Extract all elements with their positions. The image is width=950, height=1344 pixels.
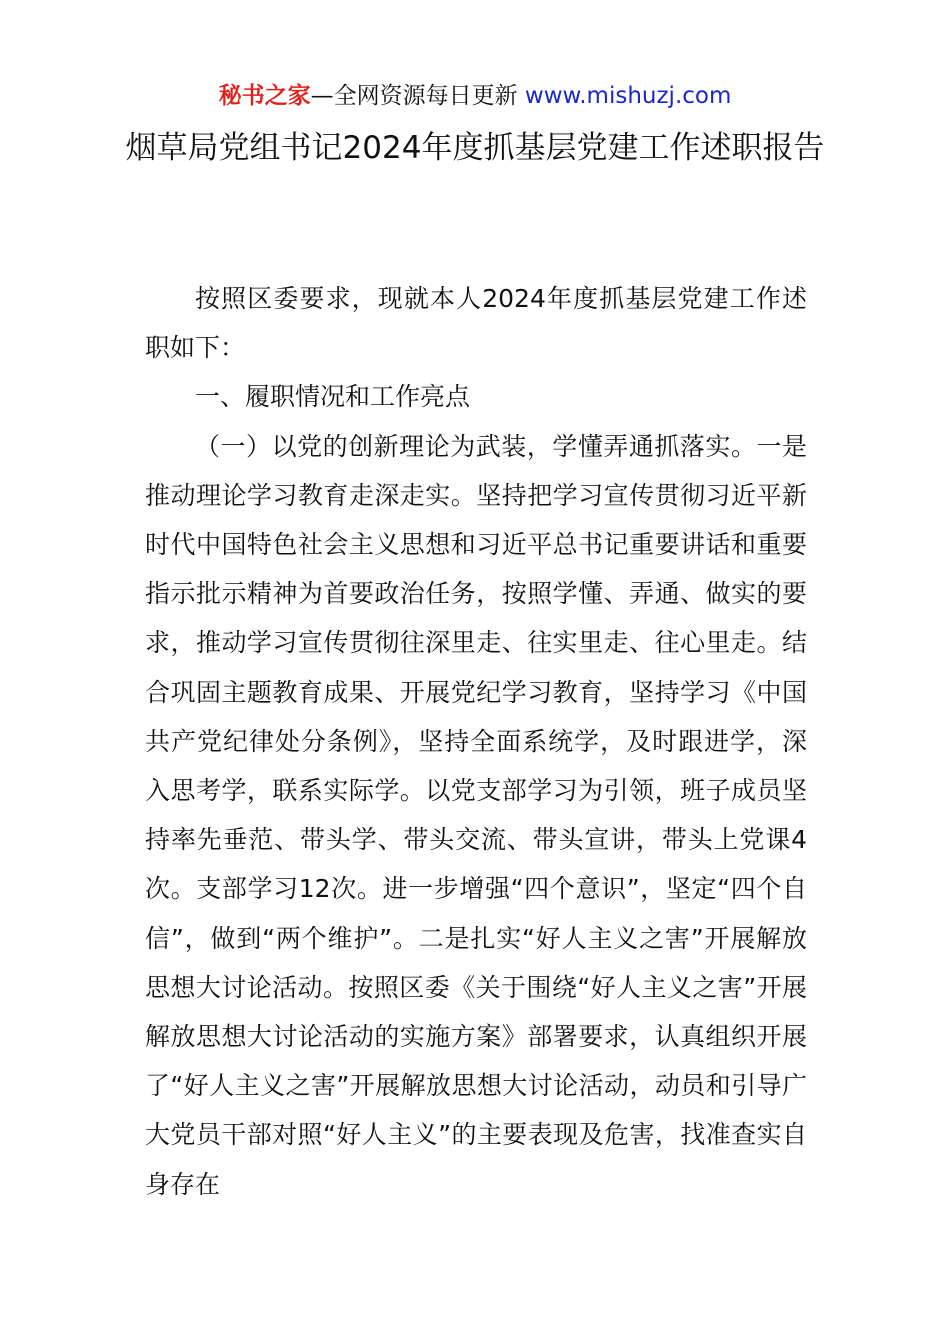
header-tagline: —全网资源每日更新 — [310, 83, 525, 109]
intro-paragraph: 按照区委要求，现就本人2024年度抓基层党建工作述职如下： — [145, 284, 807, 363]
document-body — [145, 274, 807, 1209]
section-heading: 一、履职情况和工作亮点 — [195, 382, 471, 412]
document-title: 烟草局党组书记2024年度抓基层党建工作述职报告 — [125, 130, 825, 166]
header-banner — [0, 78, 950, 114]
body-paragraph: （一）以党的创新理论为武装，学懂弄通抓落实。一是推动理论学习教育走深走实。坚持把学习宣传贯彻习近平新时代中国特色社会主义思想和习近平总书记重要讲话和重要指示批示精神为首要政治任务，按照学懂、弄通、做实的要求，推动学习宣传贯彻往深里走、往实里走、往心里走。结合巩固主题教育成果、开展党纪学习教育，坚持学习《中国共产党纪律处分条例》，坚持全面系统学，及时跟进学，深入思考学，联系实际学。以党支部学习为引领，班子成员坚持率先垂范、带头学、带头交流、带头宣讲，带头上党课4次。支部学习12次。进一步增强“四个意识”，坚定“四个自信”，做到“两个维护”。二是扎实“好人主义之害”开展解放思想大讨论活动。按照区委《关于围绕“好人主义之害”开展解放思想大讨论活动的实施方案》部署要求，认真组织开展了“好人主义之害”开展解放思想大讨论活动，动员和引导广大党员干部对照“好人主义”的主要表现及危害，找准查实自身存在 — [145, 431, 807, 1199]
brand-name: 秘书之家 — [218, 83, 311, 109]
site-url-link[interactable]: www.mishuzj.com — [524, 83, 732, 109]
